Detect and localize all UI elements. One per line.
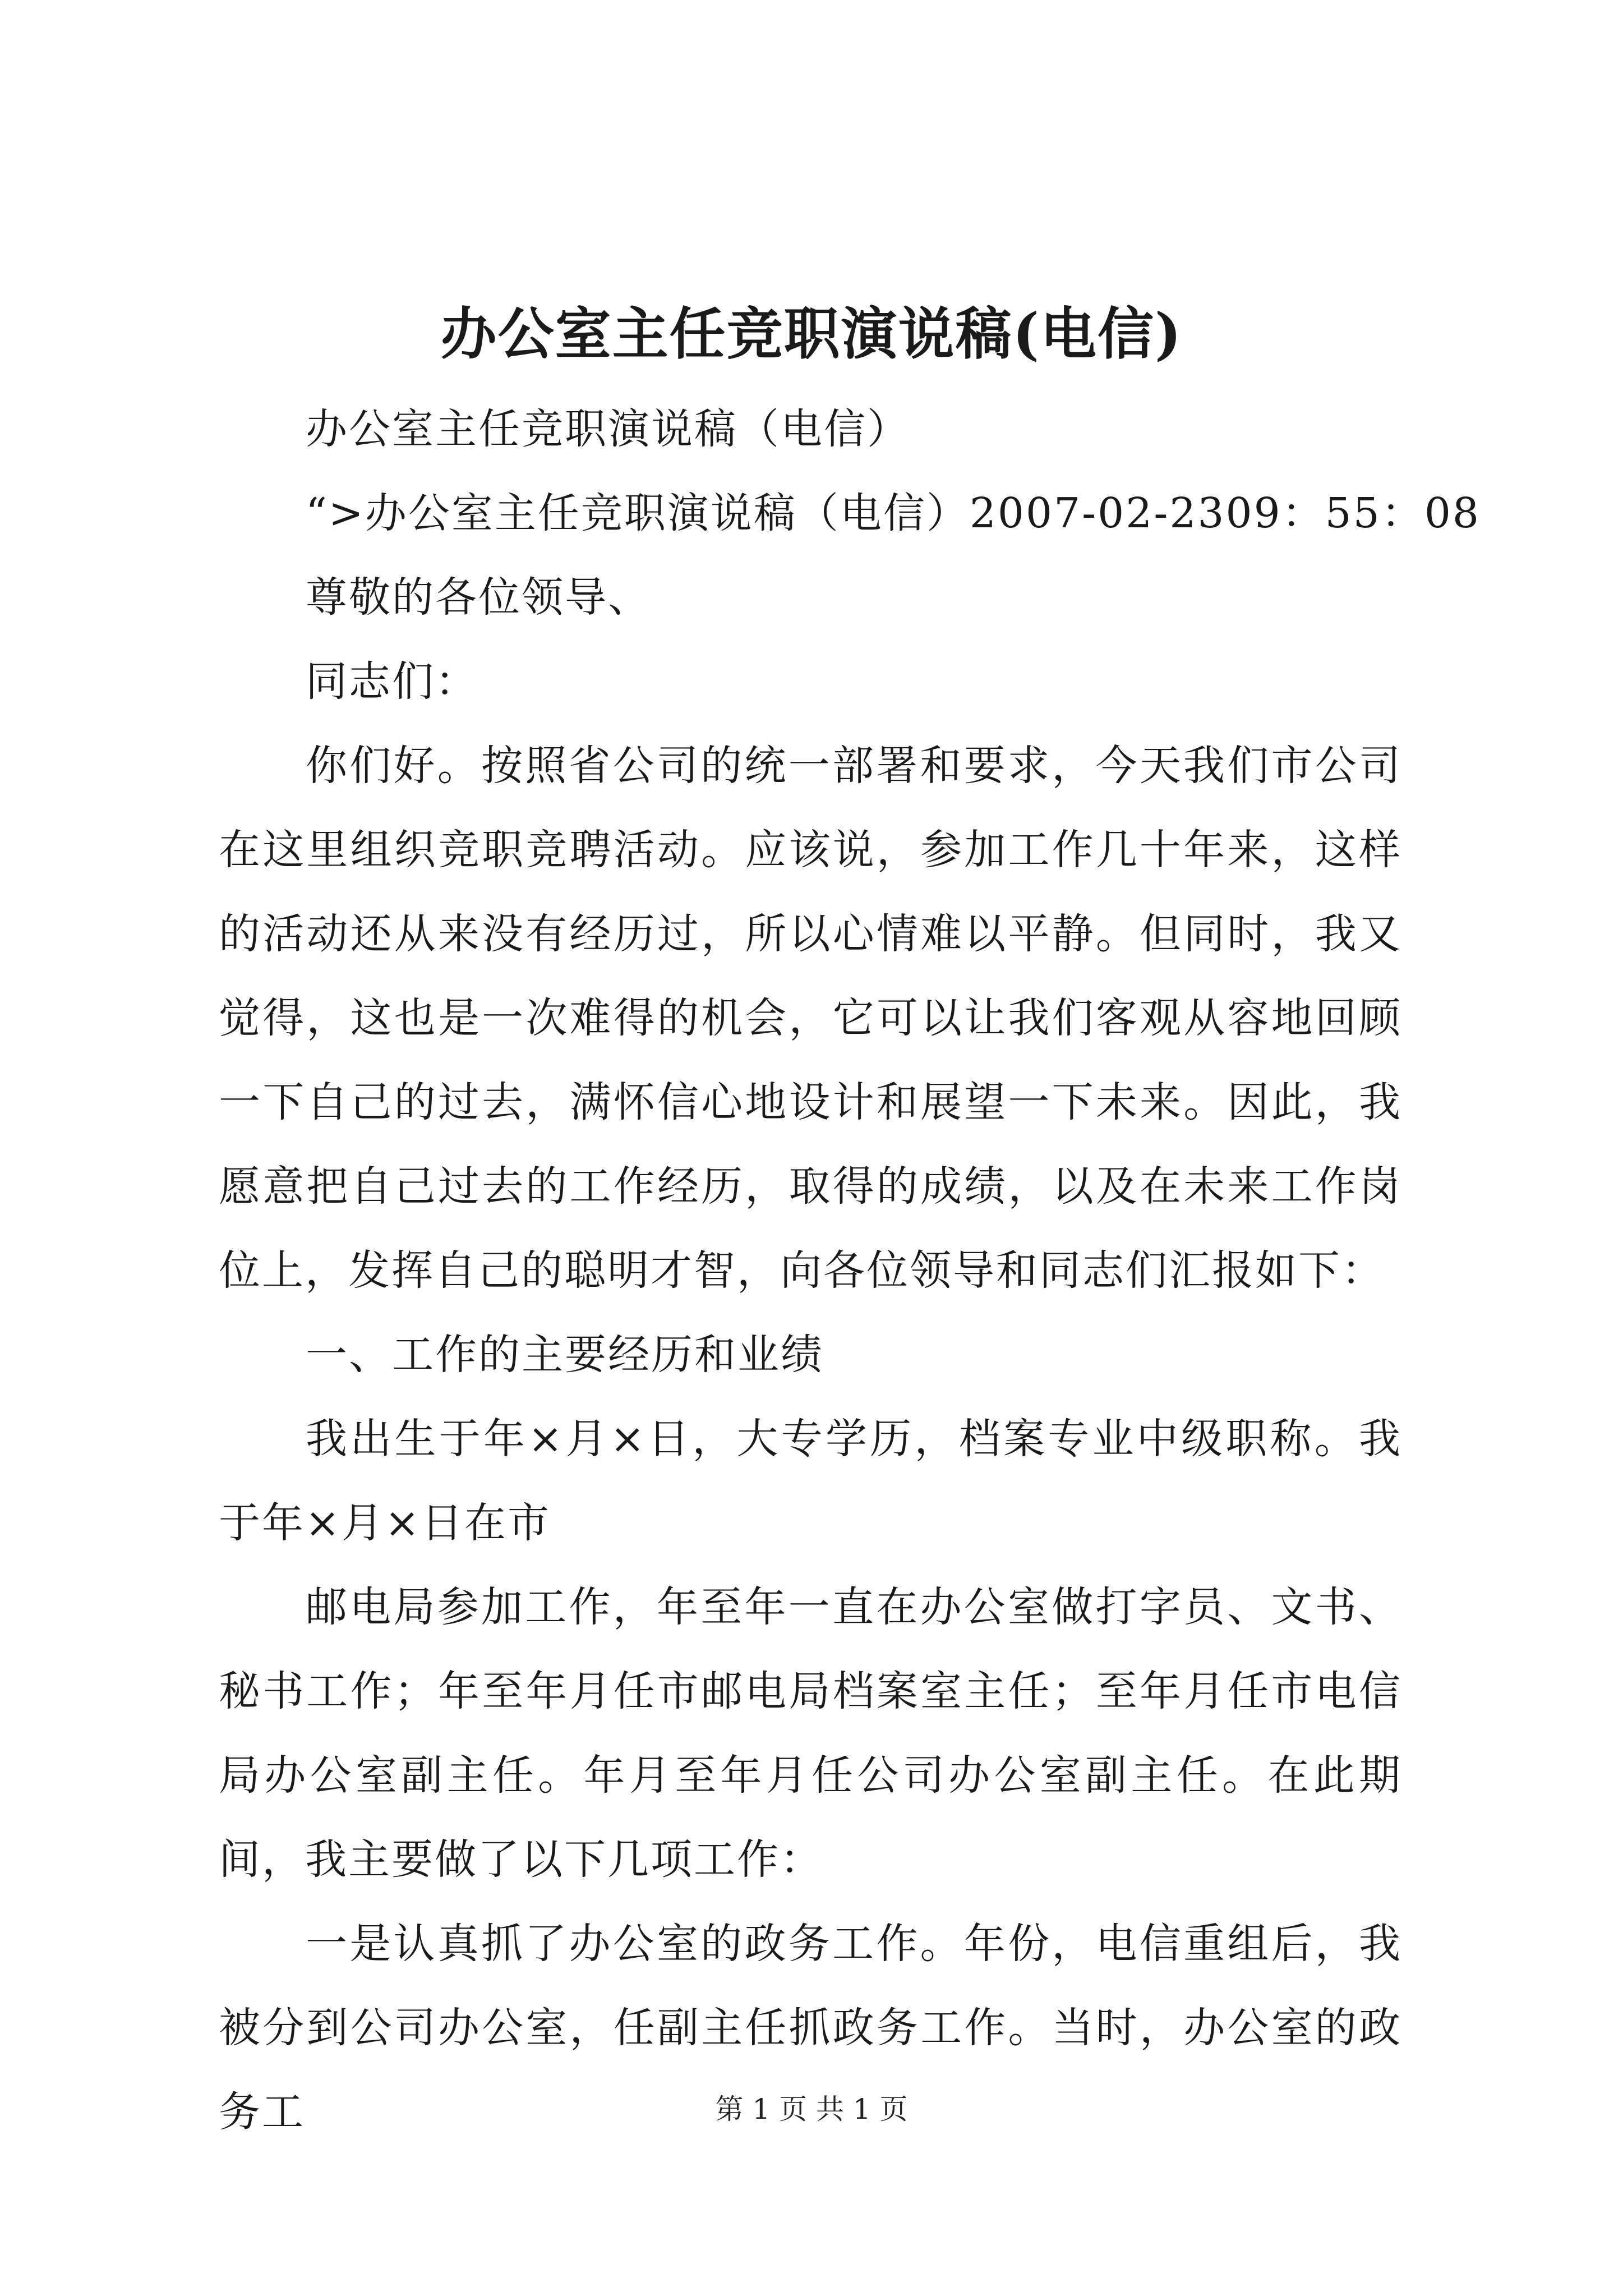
document-title: 办公室主任竞职演说稿(电信) <box>440 301 1183 367</box>
body-paragraph: 邮电局参加工作，年至年一直在办公室做打字员、文书、秘书工作；年至年月任市邮电局档案室主任；至年月任市电信局办公室副主任。年月至年月任公司办公室副主任。在此期间，我主要做了以下几项工作： <box>219 1583 1402 1884</box>
section-heading: 一、工作的主要经历和业绩 <box>306 1331 824 1379</box>
salutation-paragraph: 尊敬的各位领导、 <box>306 573 651 622</box>
body-paragraph: 我出生于年×月×日，大专学历，档案专业中级职称。我于年×月×日在市 <box>219 1415 1402 1547</box>
document-body <box>219 387 1481 2154</box>
source-timestamp-paragraph: “>办公室主任竞职演说稿（电信）2007-02-2309：55：08 <box>306 489 1481 537</box>
intro-paragraph: 你们好。按照省公司的统一部署和要求，今天我们市公司在这里组织竞职竞聘活动。应该说，参加工作几十年来，这样的活动还从来没有经历过，所以心情难以平静。但同时，我又觉得，这也是一次难得的机会，它可以让我们客观从容地回顾一下自己的过去，满怀信心地设计和展望一下未来。因此，我愿意把自己过去的工作经历，取得的成绩，以及在未来工作岗位上，发挥自己的聪明才智，向各位领导和同志们汇报如下： <box>219 742 1402 1295</box>
page-number-footer: 第 1 页 共 1 页 <box>715 2093 908 2125</box>
subtitle-paragraph: 办公室主任竞职演说稿（电信） <box>306 405 910 453</box>
salutation-paragraph-2: 同志们： <box>306 657 478 706</box>
body-paragraph: 一是认真抓了办公室的政务工作。年份，电信重组后，我被分到公司办公室，任副主任抓政务工作。当时，办公室的政务工 <box>219 1920 1402 2136</box>
